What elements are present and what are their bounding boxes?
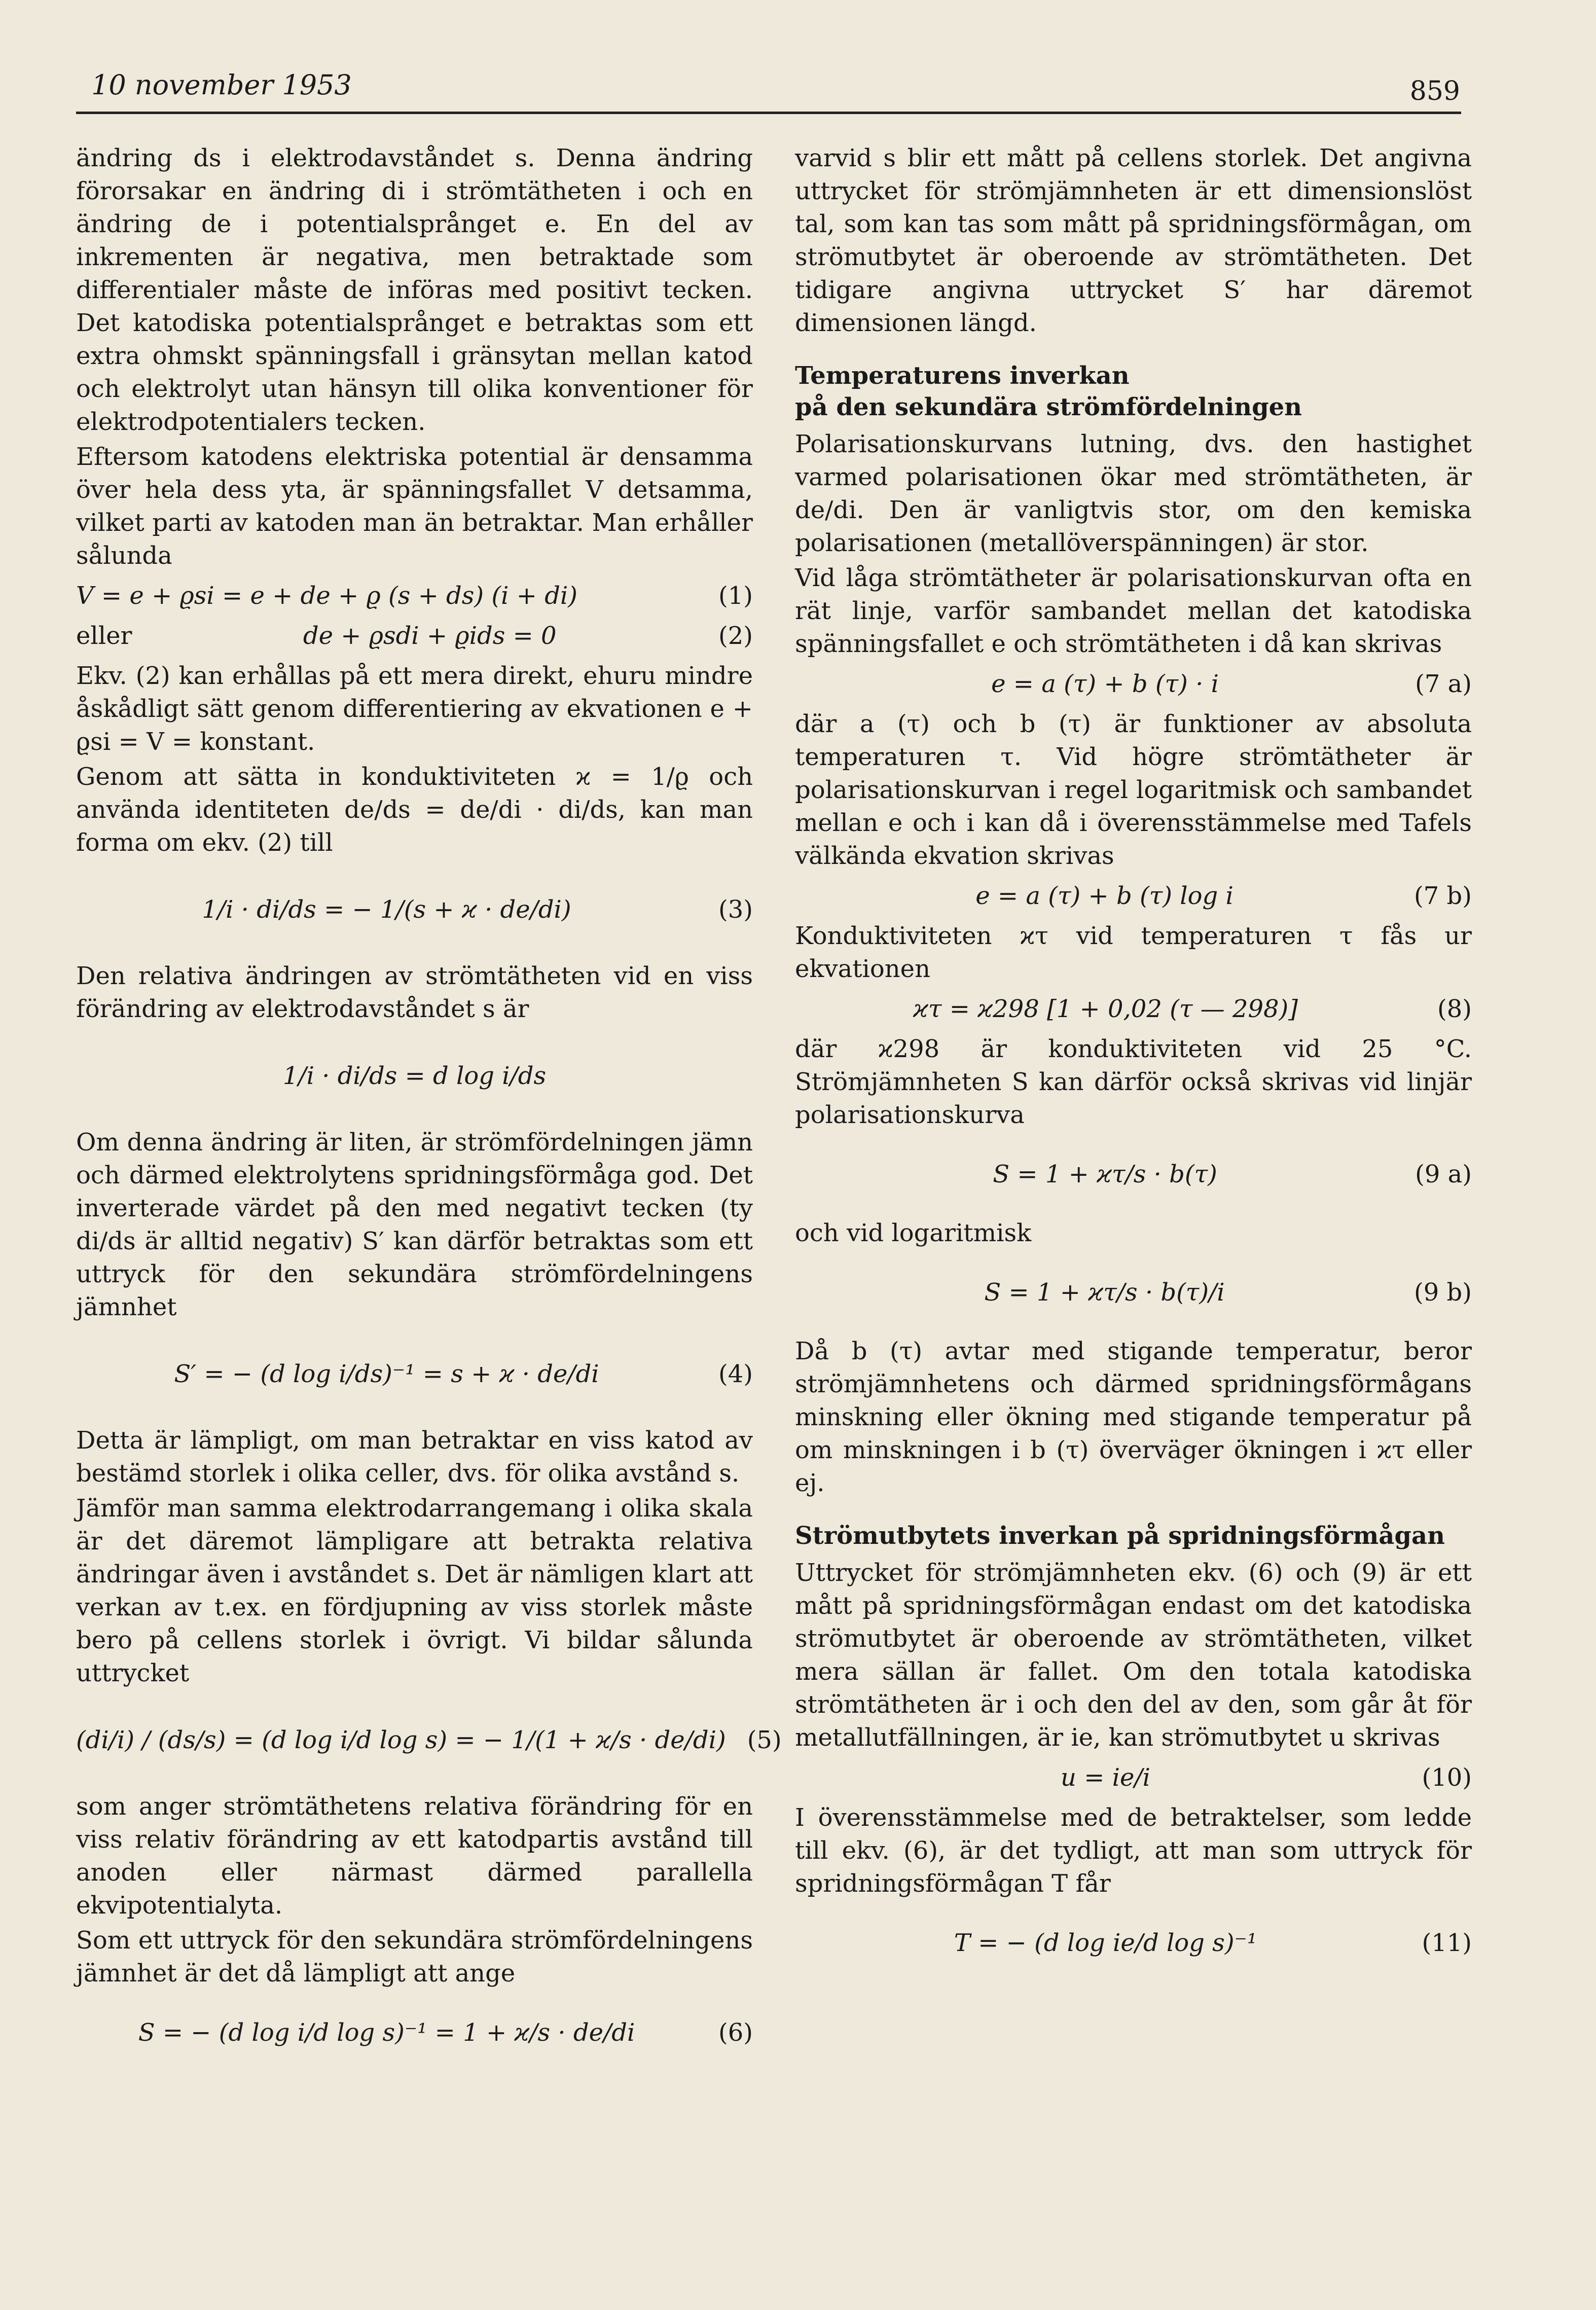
- equation-9a: [795, 1139, 1472, 1210]
- equation-text: 1/i · di/ds = − 1/(s + ϰ · de/di): [202, 895, 571, 924]
- paragraph: I överensstämmelse med de betraktelser, som ledde till ekv. (6), är det tydligt, att man som uttryck för spridningsförmågan T får: [795, 1803, 1472, 1898]
- equation-7a: [795, 668, 1472, 701]
- equation-text: S = 1 + ϰτ/s · b(τ)/i: [984, 1278, 1225, 1307]
- paragraph: Detta är lämpligt, om man betraktar en viss katod av bestämd storlek i olika celler, dvs. för olika avstånd s.: [76, 1426, 753, 1488]
- paragraph: Konduktiviteten ϰτ vid temperaturen τ fås ur ekvationen: [795, 922, 1472, 983]
- equation-relative: [76, 1033, 753, 1119]
- equation-number: (3): [718, 895, 753, 924]
- paragraph: Uttrycket för strömjämnheten ekv. (6) och (9) är ett mått på spridningsförmågan endast om det katodiska strömutbytet är oberoende av strömtätheten, vilket mera sällan är fallet. Om den totala katodiska strömtätheten är i och den del av den, som går åt för metallutfällningen, är ie, kan strömutbytet u skrivas: [795, 1559, 1472, 1752]
- equation-5: [76, 1697, 782, 1783]
- paragraph: varvid s blir ett mått på cellens storlek. Det angivna uttrycket för strömjämnheten är ett dimensionslöst tal, som kan tas som mått på spridningsförmågan, om strömutbytet är oberoende av strömtätheten. Det tidigare angivna uttrycket S′ har däremot dimensionen längd.: [795, 144, 1472, 337]
- page-number: 859: [1409, 76, 1460, 106]
- equation-number: (10): [1422, 1763, 1472, 1792]
- equation-number: (7 a): [1415, 670, 1472, 698]
- equation-number: (4): [718, 1359, 753, 1388]
- section-heading-temperature: [795, 360, 1472, 423]
- paragraph: som anger strömtäthetens relativa förändring för en viss relativ förändring av ett katodpartis avstånd till anoden eller närmast därmed parallella ekvipotentialyta.: [76, 1792, 753, 1920]
- issue-date: 10 november 1953: [91, 69, 352, 101]
- paragraph: Då b (τ) avtar med stigande temperatur, beror strömjämnhetens och därmed spridningsförmågans minskning eller ökning med stigande temperatur på om minskningen i b (τ) överväger ökningen i ϰτ eller ej.: [795, 1337, 1472, 1497]
- equation-text: T = − (d log ie/d log s)⁻¹: [954, 1928, 1257, 1957]
- equation-text: S = 1 + ϰτ/s · b(τ): [993, 1160, 1217, 1188]
- paragraph: Ekv. (2) kan erhållas på ett mera direkt, ehuru mindre åskådligt sätt genom differentiering av ekvationen e + ϱsi = V = konstant.: [76, 662, 753, 756]
- header-rule: [76, 112, 1461, 114]
- equation-number: (5): [747, 1725, 782, 1754]
- right-column: [795, 142, 1472, 1986]
- equation-number: (1): [718, 582, 753, 610]
- equation-text: ϰτ = ϰ298 [1 + 0,02 (τ — 298)]: [913, 995, 1298, 1023]
- equation-9b: [795, 1257, 1472, 1328]
- heading-line: Temperaturens inverkan: [795, 362, 1130, 390]
- equation-text: S′ = − (d log i/ds)⁻¹ = s + ϰ · de/di: [174, 1359, 599, 1388]
- equation-6: [76, 1997, 753, 2068]
- paragraph: där ϰ298 är konduktiviteten vid 25 °C. Strömjämnheten S kan därför också skrivas vid linjär polarisationskurva: [795, 1035, 1472, 1129]
- equation-1: [76, 580, 753, 612]
- equation-text: (di/i) / (ds/s) = (d log i/d log s) = − 1/(1 + ϰ/s · de/di): [76, 1725, 726, 1754]
- equation-number: (6): [718, 2018, 753, 2047]
- equation-text: e = a (τ) + b (τ) log i: [975, 882, 1234, 910]
- equation-4: [76, 1331, 753, 1417]
- equation-3: [76, 867, 753, 953]
- equation-number: (11): [1422, 1928, 1472, 1957]
- equation-text: de + ϱsdi + ϱids = 0: [303, 622, 557, 650]
- paragraph: Eftersom katodens elektriska potential är densamma över hela dess yta, är spänningsfallet V detsamma, vilket parti av katoden man än betraktar. Man erhåller sålunda: [76, 443, 753, 570]
- equation-number: (8): [1437, 995, 1472, 1023]
- section-heading-current-yield: Strömutbytets inverkan på spridningsförmågan: [795, 1522, 1445, 1550]
- equation-text: u = ie/i: [1061, 1763, 1150, 1792]
- equation-number: (7 b): [1414, 882, 1472, 910]
- equation-text: 1/i · di/ds = d log i/ds: [282, 1061, 547, 1090]
- equation-10: [795, 1761, 1472, 1794]
- equation-text: e = a (τ) + b (τ) · i: [991, 670, 1219, 698]
- heading-line: på den sekundära strömfördelningen: [795, 393, 1302, 421]
- paragraph: Om denna ändring är liten, är strömfördelningen jämn och därmed elektrolytens spridningsförmåga god. Det inverterade värdet på den med negativt tecken (ty di/ds är alltid negativ) S′ kan därför betraktas som ett uttryck för den sekundära strömfördelningens jämnhet: [76, 1128, 753, 1321]
- paragraph: ändring ds i elektrodavståndet s. Denna ändring förorsakar en ändring di i strömtätheten i och en ändring de i potentialsprånget e. En del av inkrementen är negativa, men betraktade som differentialer måste de införas med positivt tecken. Det katodiska potentialsprånget e betraktas som ett extra ohmskt spänningsfall i gränsytan mellan katod och elektrolyt utan hänsyn till olika konventioner för elektrodpotentialers tecken.: [76, 144, 753, 436]
- paragraph: Den relativa ändringen av strömtätheten vid en viss förändring av elektrodavståndet s är: [76, 962, 753, 1023]
- paragraph: Polarisationskurvans lutning, dvs. den hastighet varmed polarisationen ökar med strömtätheten, är de/di. Den är vanligtvis stor, om den kemiska polarisationen (metallöverspänningen) är stor.: [795, 430, 1472, 557]
- equation-text: S = − (d log i/d log s)⁻¹ = 1 + ϰ/s · de/di: [138, 2018, 635, 2047]
- equation-number: (9 a): [1415, 1160, 1472, 1188]
- paragraph: och vid logaritmisk: [795, 1219, 1032, 1247]
- left-column: [76, 142, 782, 2075]
- paragraph: Vid låga strömtätheter är polarisationskurvan ofta en rät linje, varför sambandet mellan det katodiska spänningsfallet e och strömtätheten i då kan skrivas: [795, 564, 1472, 658]
- equation-number: (2): [718, 622, 753, 650]
- paragraph: där a (τ) och b (τ) är funktioner av absoluta temperaturen τ. Vid högre strömtätheter är polarisationskurvan i regel logaritmisk och sambandet mellan e och i kan då i överensstämmelse med Tafels välkända ekvation skrivas: [795, 710, 1472, 870]
- equation-prefix: eller: [76, 622, 132, 650]
- equation-7b: [795, 880, 1472, 913]
- paragraph: Jämför man samma elektrodarrangemang i olika skala är det däremot lämpligare att betrakta relativa ändringar även i avståndet s. Det är nämligen klart att verkan av t.ex. en fördjupning av viss storlek måste bero på cellens storlek i övrigt. Vi bildar sålunda uttrycket: [76, 1494, 753, 1687]
- equation-text: V = e + ϱsi = e + de + ϱ (s + ds) (i + di): [76, 582, 578, 610]
- equation-11: [795, 1907, 1472, 1978]
- page-header: [76, 66, 1460, 112]
- paragraph: Som ett uttryck för den sekundära strömfördelningens jämnhet är det då lämpligt att ange: [76, 1926, 753, 1988]
- equation-2: [76, 620, 753, 653]
- paragraph: Genom att sätta in konduktiviteten ϰ = 1/ϱ och använda identiteten de/ds = de/di · di/ds, kan man forma om ekv. (2) till: [76, 763, 753, 857]
- equation-number: (9 b): [1414, 1278, 1472, 1307]
- equation-8: [795, 993, 1472, 1026]
